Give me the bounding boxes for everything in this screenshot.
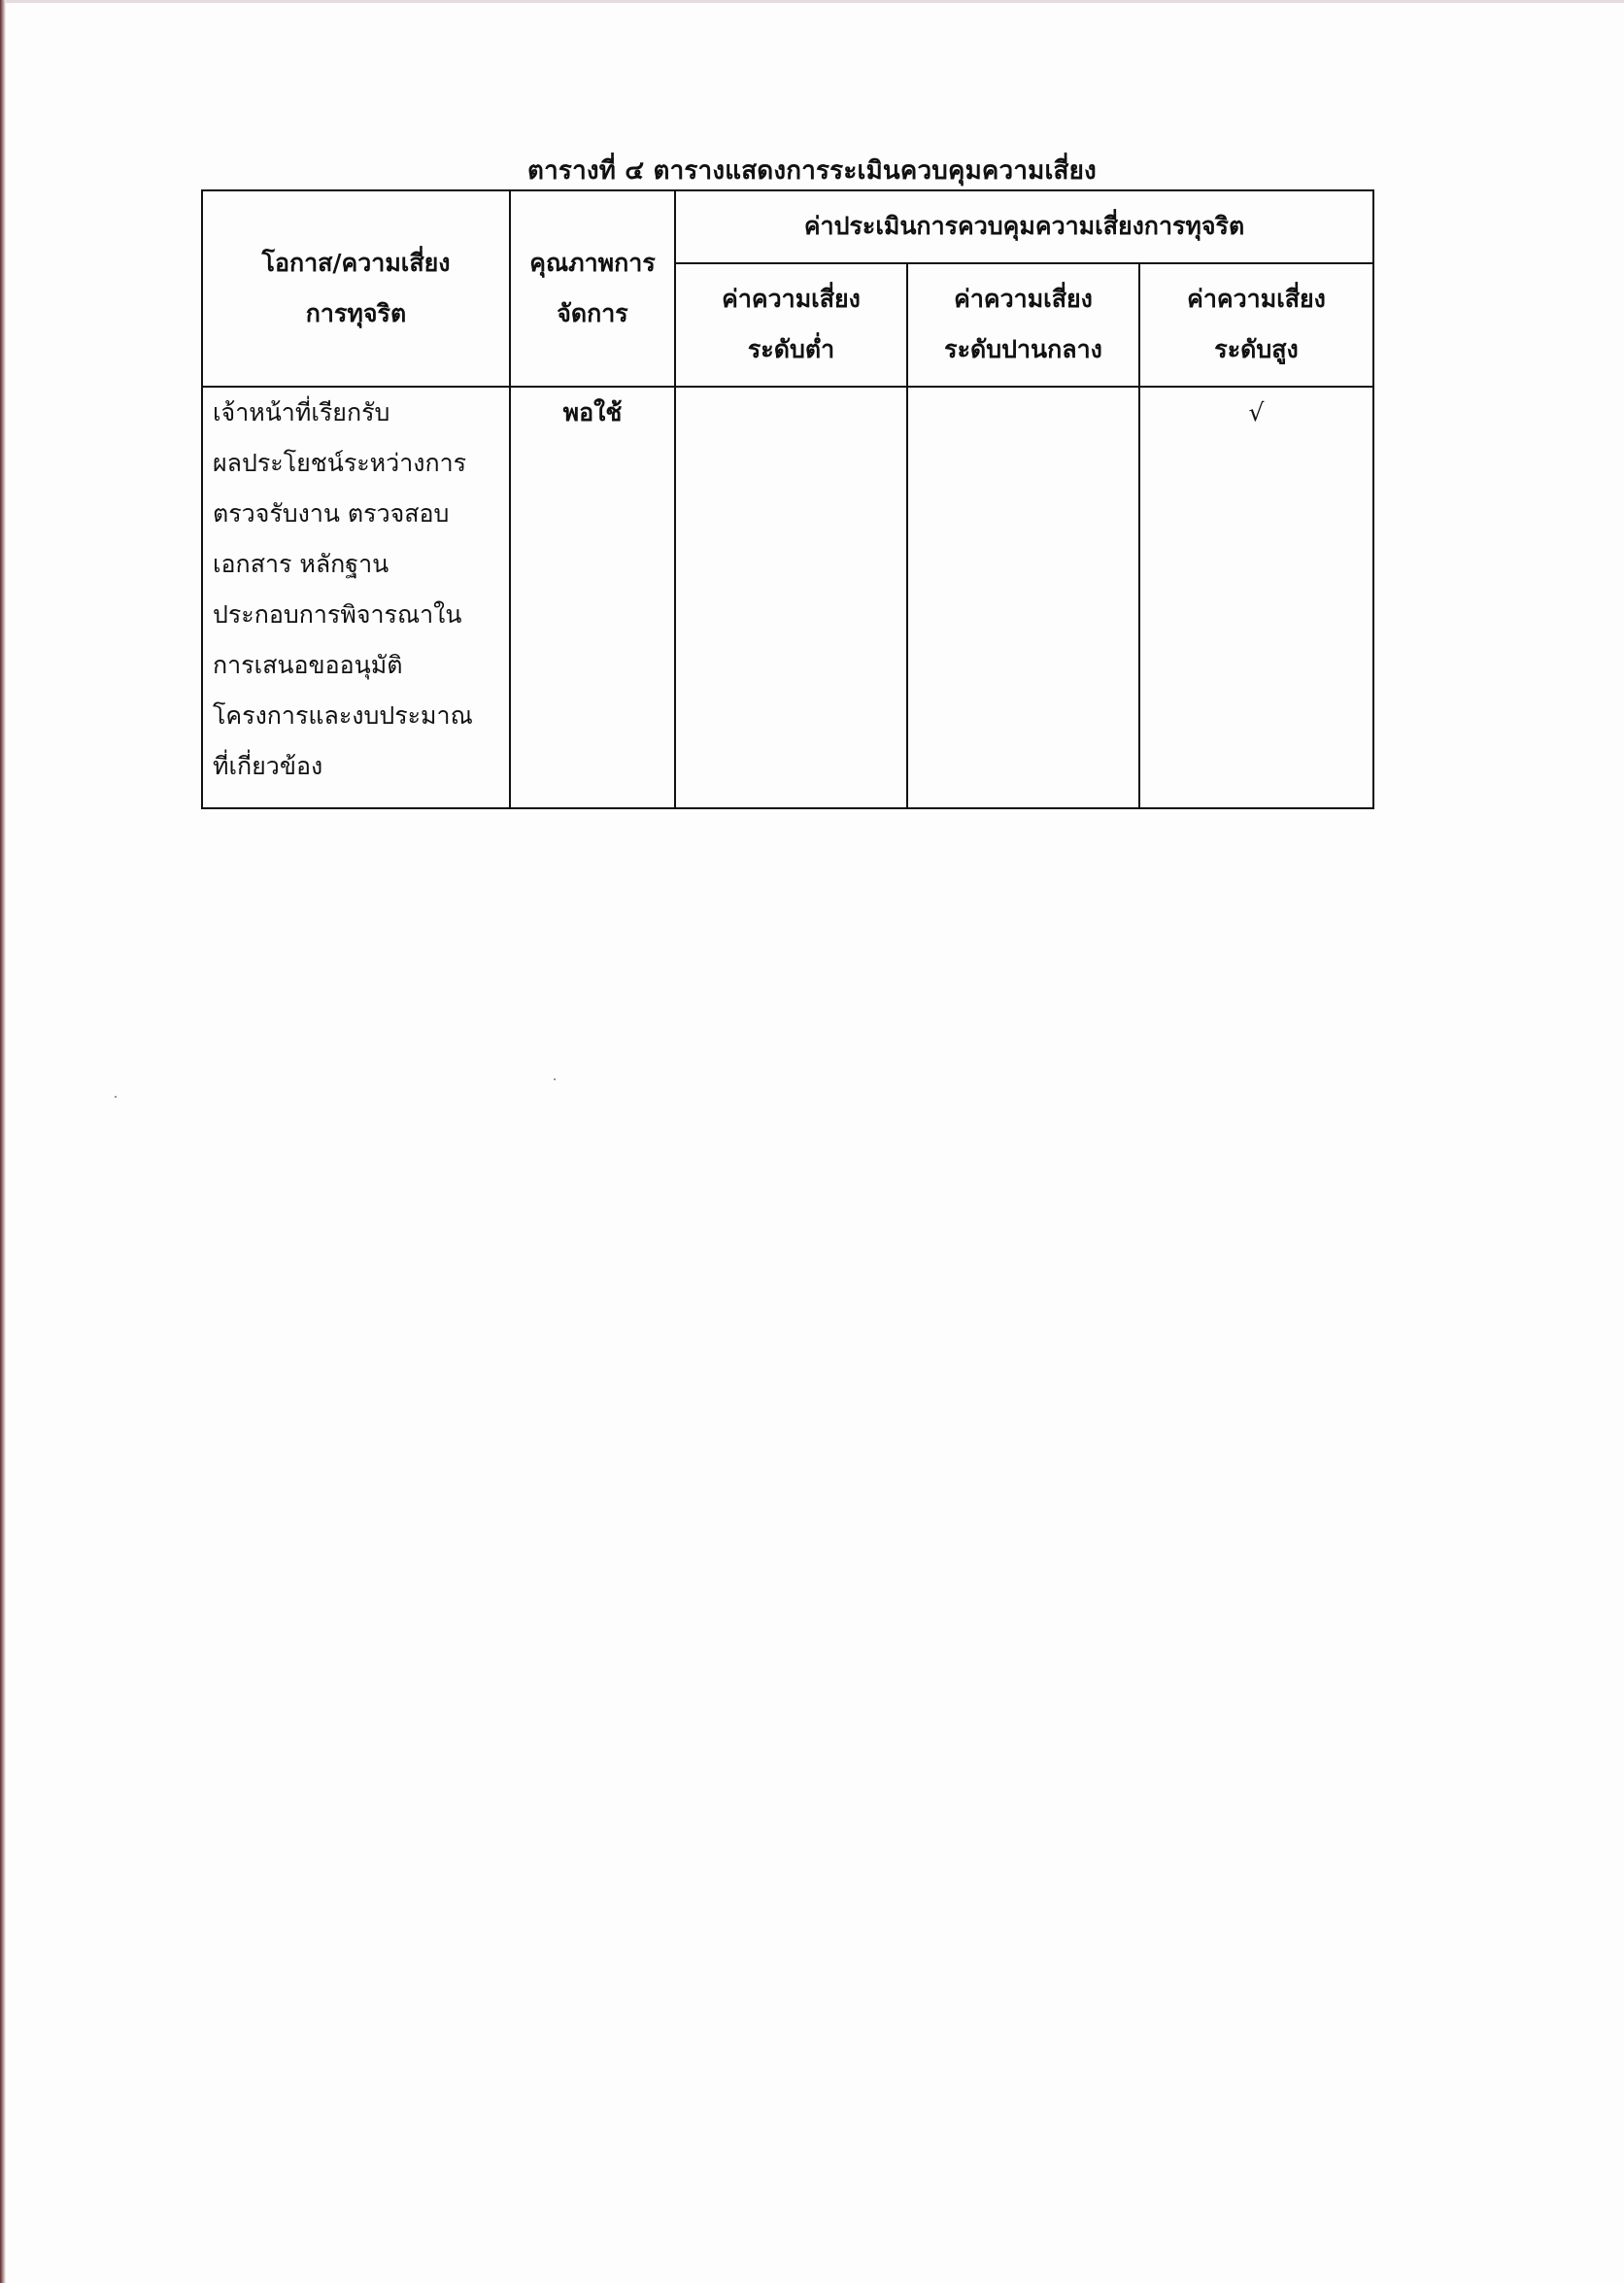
risk-line: ผลประโยชน์ระหว่างการ — [213, 449, 467, 477]
risk-description-cell — [202, 387, 510, 808]
risk-line: การเสนอขออนุมัติ — [213, 651, 403, 679]
risk-line: ประกอบการพิจารณาใน — [213, 600, 462, 629]
header-management-quality — [510, 190, 675, 387]
header-assessment-group: ค่าประเมินการควบคุมความเสี่ยงการทุจริต — [675, 190, 1373, 263]
header-medium-line2: ระดับปานกลาง — [944, 335, 1102, 364]
paper-speck — [115, 1096, 117, 1098]
page-left-edge — [0, 0, 6, 2283]
checkmark-icon: √ — [1248, 398, 1265, 426]
header-risk-line2: การทุจริต — [305, 299, 407, 327]
high-risk-cell — [1139, 387, 1373, 808]
management-quality-cell: พอใช้ — [510, 387, 675, 808]
header-high-line2: ระดับสูง — [1214, 335, 1299, 364]
header-high-line1: ค่าความเสี่ยง — [1187, 285, 1326, 314]
page-top-edge — [0, 0, 1624, 3]
header-medium-line1: ค่าความเสี่ยง — [954, 285, 1093, 314]
risk-assessment-table — [201, 189, 1374, 809]
header-low-line2: ระดับต่ำ — [747, 335, 835, 364]
risk-line: เอกสาร หลักฐาน — [213, 550, 389, 578]
risk-line: ที่เกี่ยวข้อง — [213, 752, 323, 780]
header-management-line1: คุณภาพการ — [529, 249, 656, 277]
risk-line: โครงการและงบประมาณ — [213, 701, 473, 730]
table-title: ตารางที่ ๔ ตารางแสดงการระเมินควบคุมความเสี่ยง — [527, 156, 1097, 186]
risk-line: ตรวจรับงาน ตรวจสอบ — [213, 499, 450, 528]
header-high-risk — [1139, 263, 1373, 387]
medium-risk-cell — [907, 387, 1139, 808]
header-low-line1: ค่าความเสี่ยง — [722, 285, 861, 314]
risk-line: เจ้าหน้าที่เรียกรับ — [213, 398, 390, 426]
header-risk-line1: โอกาส/ความเสี่ยง — [261, 249, 451, 277]
table-row — [202, 387, 1373, 808]
low-risk-cell — [675, 387, 907, 808]
header-medium-risk — [907, 263, 1139, 387]
header-risk — [202, 190, 510, 387]
header-management-line2: จัดการ — [557, 299, 628, 327]
paper-speck — [554, 1078, 556, 1080]
header-low-risk — [675, 263, 907, 387]
